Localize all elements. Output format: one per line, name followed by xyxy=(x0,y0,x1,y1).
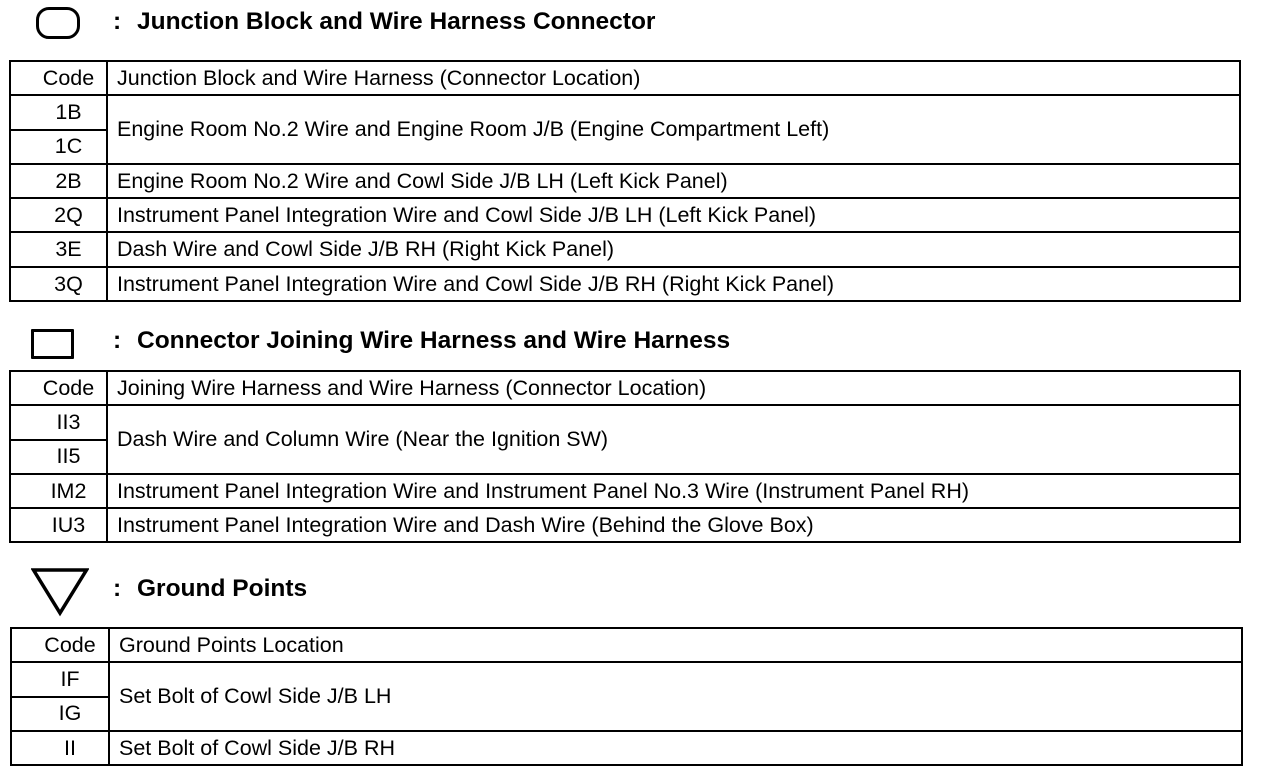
location-cell: Dash Wire and Cowl Side J/B RH (Right Kick Panel) xyxy=(107,232,1240,266)
code-cell: 1C xyxy=(10,130,107,164)
location-cell: Instrument Panel Integration Wire and Cowl Side J/B LH (Left Kick Panel) xyxy=(107,198,1240,232)
code-cell: IM2 xyxy=(10,474,107,508)
location-column-header: Ground Points Location xyxy=(109,628,1242,662)
table-row xyxy=(10,232,1240,266)
table-row xyxy=(10,267,1240,301)
heading-colon: : xyxy=(113,8,122,35)
location-cell: Engine Room No.2 Wire and Engine Room J/B (Engine Compartment Left) xyxy=(107,95,1240,164)
code-cell: 1B xyxy=(10,95,107,129)
code-cell: 3E xyxy=(10,232,107,266)
ground-points-table xyxy=(10,627,1243,766)
code-cell: II5 xyxy=(10,440,107,474)
table-row xyxy=(10,198,1240,232)
code-column-header: Code xyxy=(10,61,107,95)
table-row xyxy=(10,508,1240,542)
table-row xyxy=(10,95,1240,129)
location-cell: Instrument Panel Integration Wire and Cowl Side J/B RH (Right Kick Panel) xyxy=(107,267,1240,301)
heading-colon: : xyxy=(113,327,122,354)
table-header-row xyxy=(10,61,1240,95)
code-cell: 3Q xyxy=(10,267,107,301)
code-cell: 2Q xyxy=(10,198,107,232)
code-cell: II3 xyxy=(10,405,107,439)
table-row xyxy=(10,164,1240,198)
code-cell: IG xyxy=(11,697,109,731)
wire-harness-connector-table xyxy=(9,370,1241,543)
table-row xyxy=(11,731,1242,765)
code-cell: II xyxy=(11,731,109,765)
table-header-row xyxy=(11,628,1242,662)
table-row xyxy=(10,405,1240,439)
section-title: Ground Points xyxy=(137,575,308,602)
location-cell: Engine Room No.2 Wire and Cowl Side J/B LH (Left Kick Panel) xyxy=(107,164,1240,198)
section-title: Junction Block and Wire Harness Connector xyxy=(137,8,656,35)
location-cell: Dash Wire and Column Wire (Near the Ignition SW) xyxy=(107,405,1240,474)
heading-colon: : xyxy=(113,575,122,602)
section-title: Connector Joining Wire Harness and Wire Harness xyxy=(137,327,731,354)
table-row xyxy=(11,662,1242,696)
code-cell: 2B xyxy=(10,164,107,198)
junction-block-table xyxy=(9,60,1241,302)
code-cell: IU3 xyxy=(10,508,107,542)
code-column-header: Code xyxy=(10,371,107,405)
code-cell: IF xyxy=(11,662,109,696)
location-cell: Instrument Panel Integration Wire and Dash Wire (Behind the Glove Box) xyxy=(107,508,1240,542)
table-row xyxy=(10,474,1240,508)
ground-point-icon xyxy=(31,567,89,617)
table-header-row xyxy=(10,371,1240,405)
location-cell: Set Bolt of Cowl Side J/B LH xyxy=(109,662,1242,731)
code-column-header: Code xyxy=(11,628,109,662)
location-cell: Set Bolt of Cowl Side J/B RH xyxy=(109,731,1242,765)
location-column-header: Joining Wire Harness and Wire Harness (Connector Location) xyxy=(107,371,1240,405)
location-cell: Instrument Panel Integration Wire and Instrument Panel No.3 Wire (Instrument Panel RH) xyxy=(107,474,1240,508)
location-column-header: Junction Block and Wire Harness (Connector Location) xyxy=(107,61,1240,95)
junction-block-connector-icon xyxy=(36,7,80,39)
wire-harness-connector-icon xyxy=(31,329,74,359)
